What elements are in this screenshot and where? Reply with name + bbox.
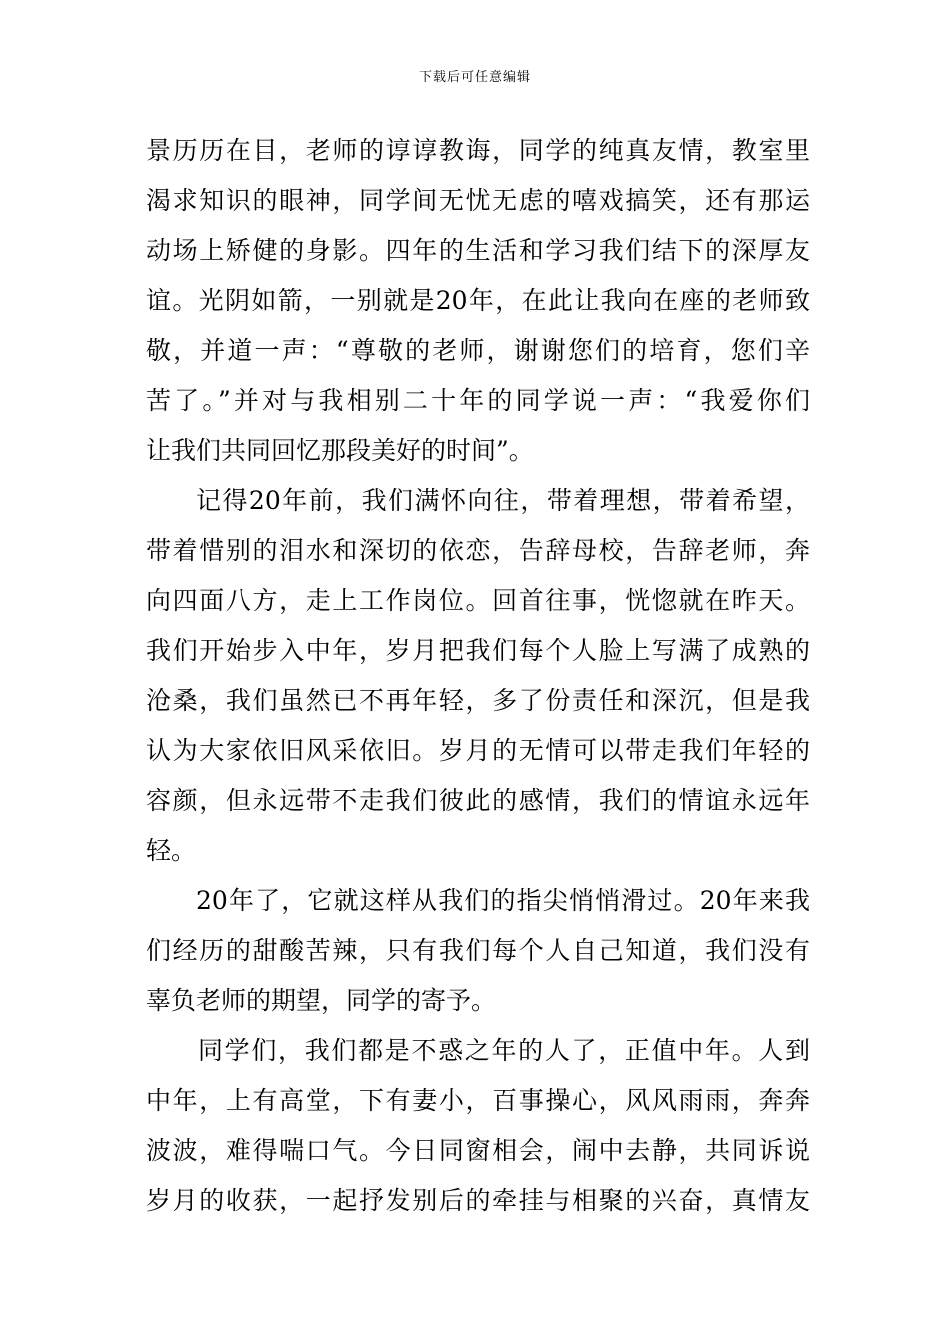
text-line: 苦了。”并对与我相别二十年的同学说一声：“我爱你们	[146, 386, 810, 415]
paragraph-3	[146, 876, 810, 1026]
text-line: 向四面八方，走上工作岗位。回首往事，恍惚就在昨天。	[146, 586, 810, 615]
text-line: 岁月的收获，一起抒发别后的牵挂与相聚的兴奋，真情友	[146, 1186, 810, 1215]
text-line: 让我们共同回忆那段美好的时间”。	[146, 436, 534, 465]
text-line: 我们开始步入中年，岁月把我们每个人脸上写满了成熟的	[146, 636, 810, 665]
text-line: 们经历的甜酸苦辣，只有我们每个人自己知道，我们没有	[146, 936, 810, 965]
text-line: 敬，并道一声：“尊敬的老师，谢谢您们的培育，您们辛	[146, 336, 810, 365]
text-line: 轻。	[146, 836, 197, 865]
text-line: 容颜，但永远带不走我们彼此的感情，我们的情谊永远年	[146, 786, 810, 815]
text-line: 沧桑，我们虽然已不再年轻，多了份责任和深沉，但是我	[146, 686, 810, 715]
text-line: 认为大家依旧风采依旧。岁月的无情可以带走我们年轻的	[146, 736, 810, 765]
text-line: 记得20年前，我们满怀向往，带着理想，带着希望，	[196, 486, 810, 515]
text-line: 20年了，它就这样从我们的指尖悄悄滑过。20年来我	[196, 886, 810, 915]
text-line: 带着惜别的泪水和深切的依恋，告辞母校，告辞老师，奔	[146, 536, 810, 565]
paragraph-2	[146, 476, 810, 876]
paragraph-1	[146, 126, 810, 476]
text-line: 动场上矫健的身影。四年的生活和学习我们结下的深厚友	[146, 236, 810, 265]
paragraph-4	[146, 1026, 810, 1226]
header-note: 下载后可任意编辑	[418, 70, 531, 85]
document-body	[146, 126, 810, 1226]
text-line: 景历历在目，老师的谆谆教诲，同学的纯真友情，教室里	[146, 136, 810, 165]
text-line: 同学们，我们都是不惑之年的人了，正值中年。人到	[198, 1036, 810, 1065]
text-line: 波波，难得喘口气。今日同窗相会，闹中去静，共同诉说	[146, 1136, 810, 1165]
text-line: 谊。光阴如箭，一别就是20年，在此让我向在座的老师致	[146, 286, 810, 315]
text-line: 渴求知识的眼神，同学间无忧无虑的嘻戏搞笑，还有那运	[146, 186, 810, 215]
text-line: 中年，上有高堂，下有妻小，百事操心，风风雨雨，奔奔	[146, 1086, 810, 1115]
text-line: 辜负老师的期望，同学的寄予。	[146, 986, 497, 1015]
